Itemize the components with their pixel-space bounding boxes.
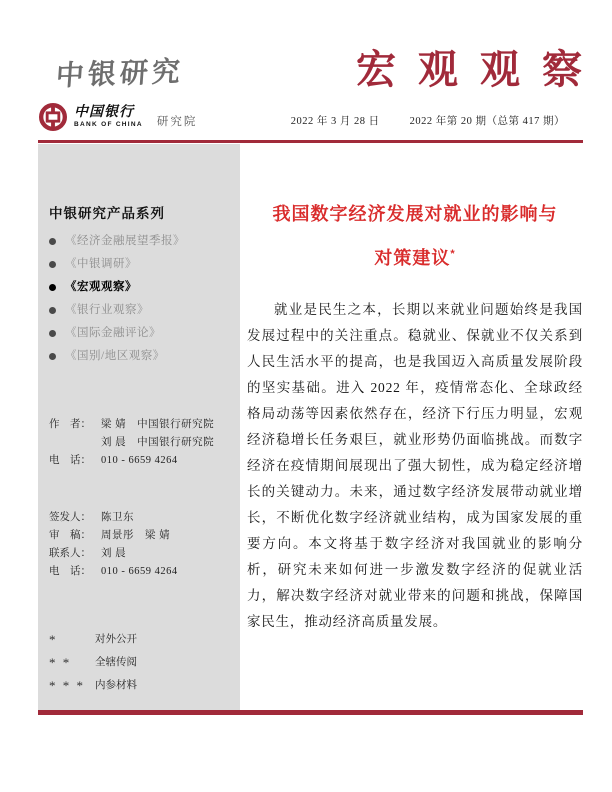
author-label: 作 者： <box>49 419 91 430</box>
phone-label: 电 话： <box>49 455 91 466</box>
issue-number: 2022 年第 20 期（总第 417 期） <box>409 116 565 127</box>
header-divider-rule <box>38 140 583 143</box>
contact-label: 联系人： <box>49 548 91 559</box>
series-item-label: 《国别/地区观察》 <box>65 350 165 362</box>
journal-title: 宏观观察 <box>356 48 604 92</box>
article <box>240 144 583 710</box>
series-item-label: 《国际金融评论》 <box>65 327 161 339</box>
institute-label: 研究院 <box>156 116 198 128</box>
star-marker: * * * <box>49 678 85 693</box>
authors-block <box>49 416 226 470</box>
legend-row-internal-reference <box>49 674 226 697</box>
series-item-label: 《经济金融展望季报》 <box>65 235 185 247</box>
star-marker: * * <box>49 655 72 670</box>
reviewer-value: 周景彤 梁 婧 <box>101 530 171 541</box>
article-body-paragraph: 就业是民生之本，长期以来就业问题始终是我国发展过程中的关注重点。稳就业、保就业不仅关系到人民生活水平的提高，也是我国迈入高质量发展阶段的坚实基础。进入 2022 年，疫情常态化、全球政经格局动荡等因素依然存在，经济下行压力明显，宏观经济稳增长任务艰巨，就业形势仍面临挑战。而数字经济在疫情期间展现出了强大韧性，成为稳定经济增长的关键动力。未来，通过数字经济发展带动就业增长，不断优化数字经济就业结构，成为国家发展的重要方向。本文将基于数字经济对我国就业的影响分析，研究未来如何进一步激发数字经济的促就业活力，解决数字经济对就业带来的问题和挑战，保障国家民生，推动经济高质量发展。 <box>247 302 583 629</box>
footnote-marker: * <box>450 248 456 260</box>
article-title-line2: 对策建议 <box>374 248 451 268</box>
issuer-row <box>49 509 226 527</box>
bullet-icon <box>49 238 56 245</box>
reviewer-label: 审 稿： <box>49 530 91 541</box>
masthead <box>0 0 612 94</box>
bullet-icon <box>49 307 56 314</box>
phone-value: 010 - 6659 4264 <box>101 566 178 577</box>
series-item-intl-finance-review <box>49 327 226 339</box>
issuer-label: 签发人： <box>49 512 91 523</box>
signoff-block <box>49 509 226 581</box>
legend-label: 全辖传阅 <box>95 657 137 668</box>
contact-row <box>49 545 226 563</box>
classification-legend <box>49 628 226 697</box>
bank-name-english: BANK OF CHINA <box>74 120 143 128</box>
boc-research-calligraphy-logo: 中银研究 <box>54 56 185 93</box>
author-value: 梁 婧 中国银行研究院 <box>101 419 215 430</box>
phone-value: 010 - 6659 4264 <box>101 455 178 466</box>
legend-label: 内参材料 <box>95 680 137 691</box>
reviewer-row <box>49 527 226 545</box>
series-item-label: 《宏观观察》 <box>65 281 137 293</box>
issuer-value: 陈卫东 <box>101 512 134 523</box>
legend-label: 对外公开 <box>95 634 137 645</box>
bank-of-china-logo-icon <box>38 102 68 132</box>
bank-name <box>74 106 143 129</box>
legend-row-internal-circulation <box>49 651 226 674</box>
legend-row-public <box>49 628 226 651</box>
bullet-icon <box>49 330 56 337</box>
phone-row <box>49 452 226 470</box>
series-item-country-region-observation <box>49 350 226 362</box>
series-item-macro-observation-current <box>49 281 226 293</box>
issue-info <box>291 113 583 132</box>
series-list <box>49 235 226 362</box>
content-area <box>38 144 583 710</box>
bottom-rule <box>38 710 583 715</box>
publication-info-row <box>0 94 612 140</box>
bullet-icon <box>49 261 56 268</box>
series-title: 中银研究产品系列 <box>49 206 165 221</box>
article-title <box>247 194 583 278</box>
star-marker: * <box>49 632 58 647</box>
series-item-label: 《中银调研》 <box>65 258 137 270</box>
series-item-quarterly-outlook <box>49 235 226 247</box>
sidebar <box>38 144 240 710</box>
phone-row <box>49 563 226 581</box>
author-row <box>49 416 226 434</box>
publication-date: 2022 年 3 月 28 日 <box>290 116 380 127</box>
article-title-line1: 我国数字经济发展对就业的影响与 <box>272 204 558 224</box>
bullet-icon <box>49 353 56 360</box>
bank-name-chinese: 中国银行 <box>74 104 134 120</box>
series-item-banking-observation <box>49 304 226 316</box>
series-item-label: 《银行业观察》 <box>65 304 149 316</box>
contact-value: 刘 晨 <box>101 548 127 559</box>
series-item-boc-survey <box>49 258 226 270</box>
author-row <box>49 434 226 452</box>
publisher <box>38 102 197 132</box>
phone-label: 电 话： <box>49 566 91 577</box>
author-label <box>49 434 101 452</box>
author-value: 刘 晨 中国银行研究院 <box>101 437 215 448</box>
bullet-icon <box>49 284 56 291</box>
